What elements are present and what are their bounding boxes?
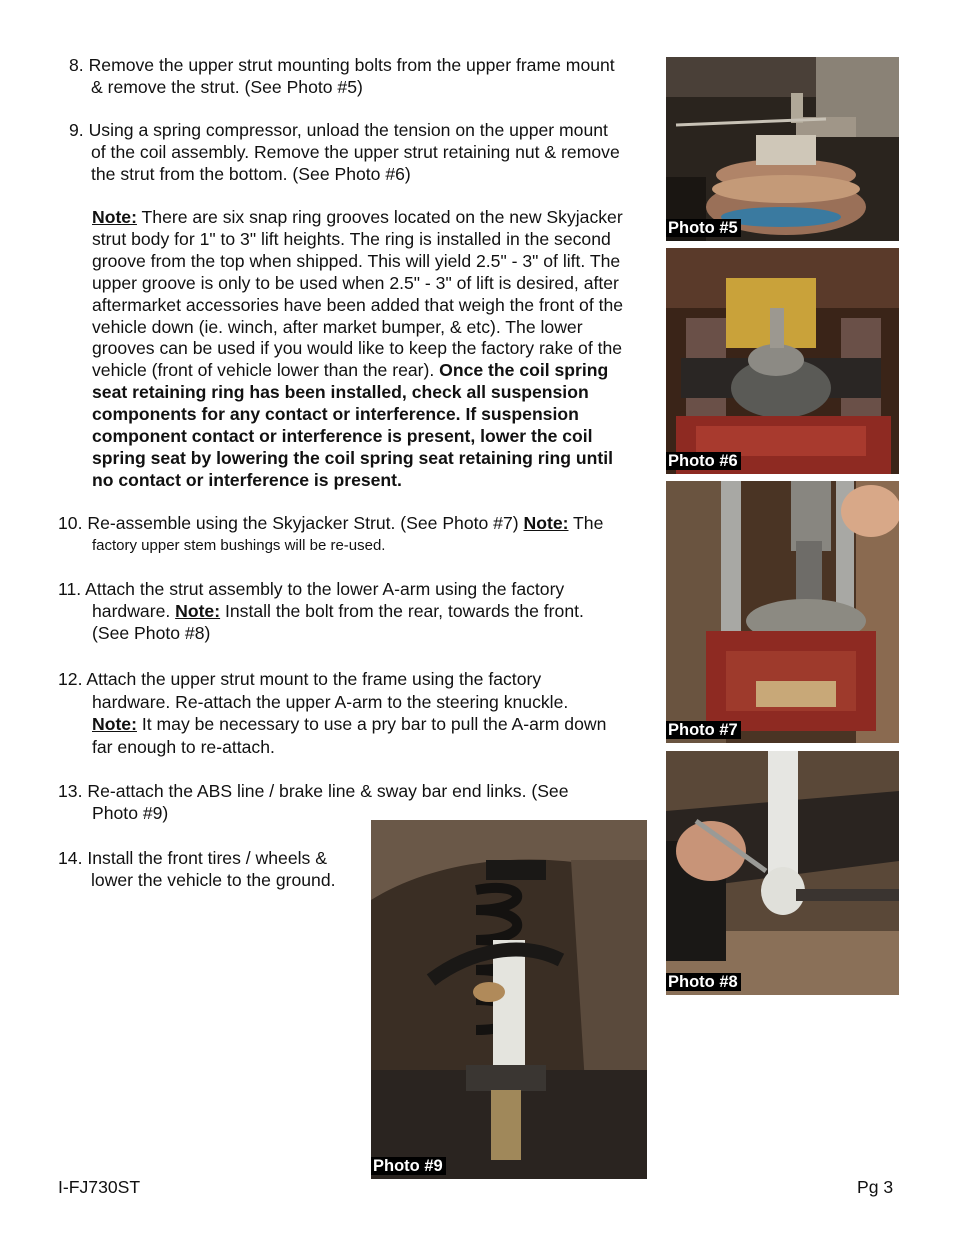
photo-label: Photo #5 [666, 219, 741, 237]
note-warning: components for any contact or interference. If suspension [92, 404, 579, 425]
step-text: & remove the strut. (See Photo #5) [91, 76, 363, 97]
step-text: Attach the strut assembly to the lower A-arm using the factory [85, 579, 565, 599]
note-label: Note: [92, 714, 137, 735]
step-text: Re-assemble using the Skyjacker Strut. (See Photo #7) [87, 513, 524, 533]
step-text: hardware. [92, 600, 176, 621]
note-warning: seat retaining ring has been installed, check all suspension [92, 382, 589, 403]
step-text-line [58, 601, 584, 623]
note-warning: Once the coil spring [439, 360, 609, 381]
step-text: Install the bolt from the rear, towards the front. [220, 600, 584, 621]
note-snap-ring [92, 207, 667, 492]
photo-8-image [666, 751, 899, 995]
photo-label: Photo #9 [371, 1157, 446, 1175]
step-text: Using a spring compressor, unload the tension on the upper mount [88, 120, 608, 140]
step-number: 13. [58, 781, 83, 801]
step-text: Re-attach the ABS line / brake line & sway bar end links. (See [87, 781, 569, 801]
note-text: aftermarket accessories have been added that weigh the front of the [92, 294, 624, 315]
photo-8 [666, 751, 899, 995]
step-number: 8. [69, 55, 84, 75]
step-number: 14. [58, 848, 83, 868]
photo-5 [666, 57, 899, 241]
photo-9-image [371, 820, 647, 1179]
step-number: 9. [69, 120, 84, 140]
note-label: Note: [523, 513, 569, 533]
step-text: of the coil assembly. Remove the upper strut retaining nut & remove [91, 141, 620, 162]
step-text: far enough to re-attach. [92, 736, 275, 757]
step-number: 11. [58, 579, 82, 599]
photo-7 [666, 481, 899, 743]
step-text-line [58, 713, 606, 736]
step-9 [69, 120, 620, 186]
photo-label: Photo #8 [666, 973, 741, 991]
photo-5-image [666, 57, 899, 241]
note-warning: no contact or interference is present. [92, 469, 402, 490]
step-text: (See Photo #8) [92, 622, 211, 643]
step-text: Photo #9) [92, 802, 169, 823]
note-text: grooves can be used if you would like to keep the factory rake of the [92, 338, 623, 359]
note-label: Note: [92, 207, 137, 227]
note-text: groove from the top when shipped. This will yield 2.5" - 3" of lift. The [92, 250, 621, 271]
note-label: Note: [175, 600, 221, 621]
step-11 [58, 579, 584, 645]
photo-label: Photo #7 [666, 721, 741, 739]
step-8 [69, 55, 615, 99]
step-14 [58, 848, 336, 892]
step-13 [58, 781, 569, 825]
footer-page-number: Pg 3 [857, 1177, 894, 1197]
note-text: vehicle down (ie. winch, after market bumper, & etc). The lower [92, 316, 583, 337]
step-text: Attach the upper strut mount to the frame using the factory [86, 669, 542, 689]
photo-label: Photo #6 [666, 452, 741, 470]
step-number: 10. [58, 513, 83, 533]
note-warning: component contact or interference is present, lower the coil [92, 426, 593, 447]
step-number: 12. [58, 669, 83, 689]
step-text: lower the vehicle to the ground. [91, 869, 336, 890]
step-10 [58, 513, 603, 557]
step-text: Remove the upper strut mounting bolts from the upper frame mount [88, 55, 615, 75]
photo-6-image [666, 248, 899, 474]
photo-6 [666, 248, 899, 474]
step-text: It may be necessary to use a pry bar to pull the A-arm down [136, 714, 607, 735]
note-text: upper groove is only to be used when 2.5" - 3" of lift is desired, after [92, 272, 619, 293]
photo-9 [371, 820, 647, 1179]
step-text: the strut from the bottom. (See Photo #6) [91, 163, 411, 184]
photo-7-image [666, 481, 899, 743]
note-text: There are six snap ring grooves located on the new Skyjacker [136, 207, 623, 227]
step-text: factory upper stem bushings will be re-used. [92, 536, 386, 554]
step-text: hardware. Re-attach the upper A-arm to the steering knuckle. [92, 691, 569, 712]
step-text: Install the front tires / wheels & [87, 848, 327, 868]
step-12 [58, 668, 606, 758]
note-text: vehicle (front of vehicle lower than the rear). [92, 360, 440, 381]
footer-doc-id: I-FJ730ST [58, 1177, 141, 1197]
note-text: strut body for 1" to 3" lift heights. The ring is installed in the second [92, 228, 611, 249]
note-warning: spring seat by lowering the coil spring seat retaining ring until [92, 447, 614, 468]
step-text: The [568, 513, 604, 533]
